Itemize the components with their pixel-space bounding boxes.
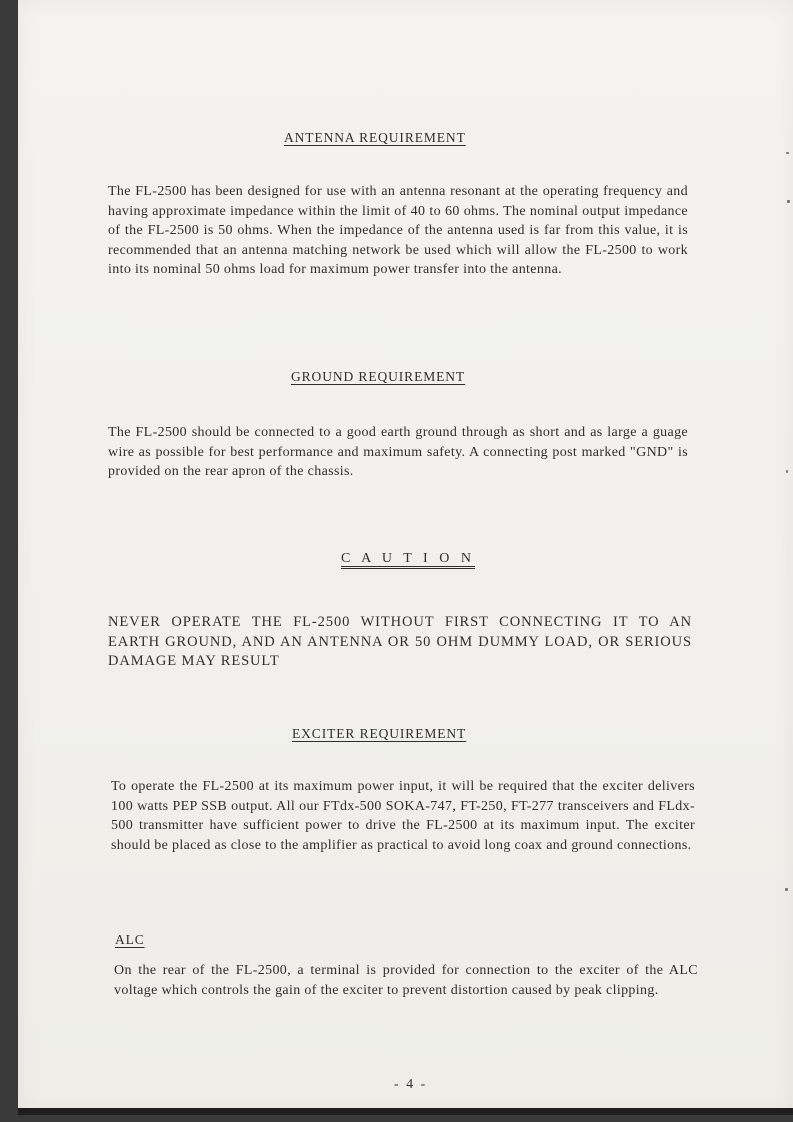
- scan-speck: [785, 888, 788, 891]
- ground-requirement-heading: GROUND REQUIREMENT: [291, 369, 466, 384]
- scan-speck: [787, 200, 790, 203]
- caution-heading: C A U T I O N: [341, 551, 475, 566]
- scan-speck: [786, 152, 789, 154]
- document-page: [18, 0, 793, 1115]
- exciter-requirement-heading: EXCITER REQUIREMENT: [292, 726, 467, 741]
- caution-warning-text: NEVER OPERATE THE FL-2500 WITHOUT FIRST CONNECTING IT TO AN EARTH GROUND, AND AN ANTENNA OR 50 OHM DUMMY LOAD, OR SERIOUS DAMAGE MAY RESULT: [108, 614, 692, 669]
- page-number: - 4 -: [394, 1077, 428, 1092]
- alc-paragraph: On the rear of the FL-2500, a terminal is provided for connection to the exciter of the ALC voltage which controls the gain of the exciter to prevent distortion caused by peak clipping.: [114, 963, 698, 998]
- scan-speck: [786, 470, 788, 473]
- antenna-requirement-heading: ANTENNA REQUIREMENT: [284, 130, 466, 145]
- ground-requirement-paragraph: The FL-2500 should be connected to a good earth ground through as short and as large a guage wire as possible for best performance and maximum safety. A connecting post marked "GND" is provided on the rear apron of the chassis.: [108, 425, 688, 480]
- exciter-requirement-paragraph: To operate the FL-2500 at its maximum power input, it will be required that the exciter delivers 100 watts PEP SSB output. All our FTdx-500 SOKA-747, FT-250, FT-277 transceivers and FLdx-500 transmitter have sufficient power to drive the FL-2500 at its maximum input. The exciter should be placed as close to the amplifier as practical to avoid long coax and ground connections.: [111, 779, 695, 853]
- scan-bottom-edge: [18, 1108, 793, 1115]
- alc-heading: ALC: [115, 932, 145, 947]
- antenna-requirement-paragraph: The FL-2500 has been designed for use with an antenna resonant at the operating frequency and having approximate impedance within the limit of 40 to 60 ohms. The nominal output impedance of the FL-2500 is 50 ohms. When the impedance of the antenna used is far from this value, it is recommended that an antenna matching network be used which will allow the FL-2500 to work into its nominal 50 ohms load for maximum power transfer into the antenna.: [108, 184, 688, 278]
